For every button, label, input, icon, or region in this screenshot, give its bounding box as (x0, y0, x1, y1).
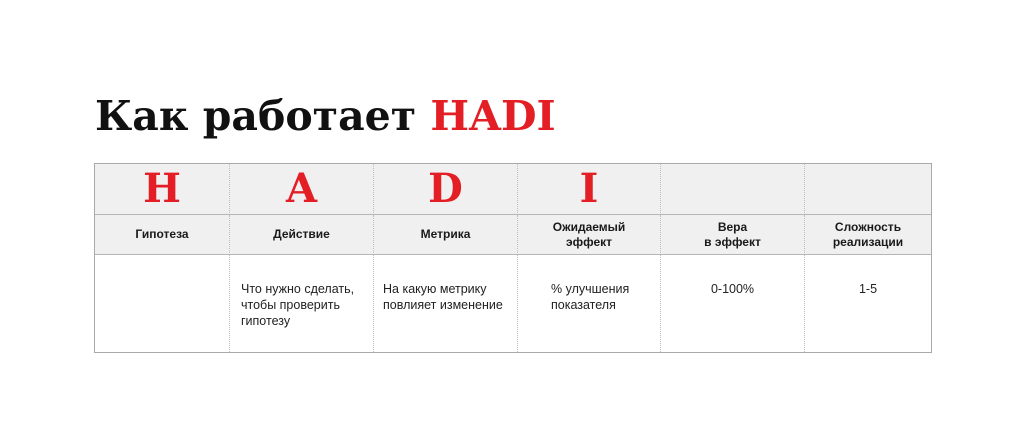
body-expected-effect: % улучшения показателя (518, 255, 661, 352)
body-belief: 0-100% (661, 255, 805, 352)
header-action: Действие (230, 215, 374, 255)
header-expected-effect: Ожидаемый эффект (518, 215, 661, 255)
header-metric: Метрика (374, 215, 518, 255)
page-title (95, 88, 556, 144)
letter-cell-h (95, 164, 230, 215)
title-prefix: Как работает (95, 92, 431, 140)
header-hypothesis: Гипотеза (95, 215, 230, 255)
letter-cell-empty-2 (805, 164, 931, 215)
header-complexity: Сложность реализации (805, 215, 931, 255)
letter-h: H (143, 165, 181, 212)
letter-cell-i (518, 164, 661, 215)
header-belief: Вера в эффект (661, 215, 805, 255)
letter-cell-d (374, 164, 518, 215)
letter-a: A (285, 165, 318, 212)
title-accent: HADI (430, 92, 556, 140)
body-complexity: 1-5 (805, 255, 931, 352)
letter-d: D (428, 165, 463, 212)
letter-cell-a (230, 164, 374, 215)
letter-i: I (579, 165, 599, 212)
hadi-table (94, 163, 932, 353)
body-metric: На какую метрику повлияет изменение (374, 255, 518, 352)
body-action: Что нужно сделать, чтобы проверить гипотезу (230, 255, 374, 352)
body-hypothesis (95, 255, 230, 352)
letter-cell-empty-1 (661, 164, 805, 215)
